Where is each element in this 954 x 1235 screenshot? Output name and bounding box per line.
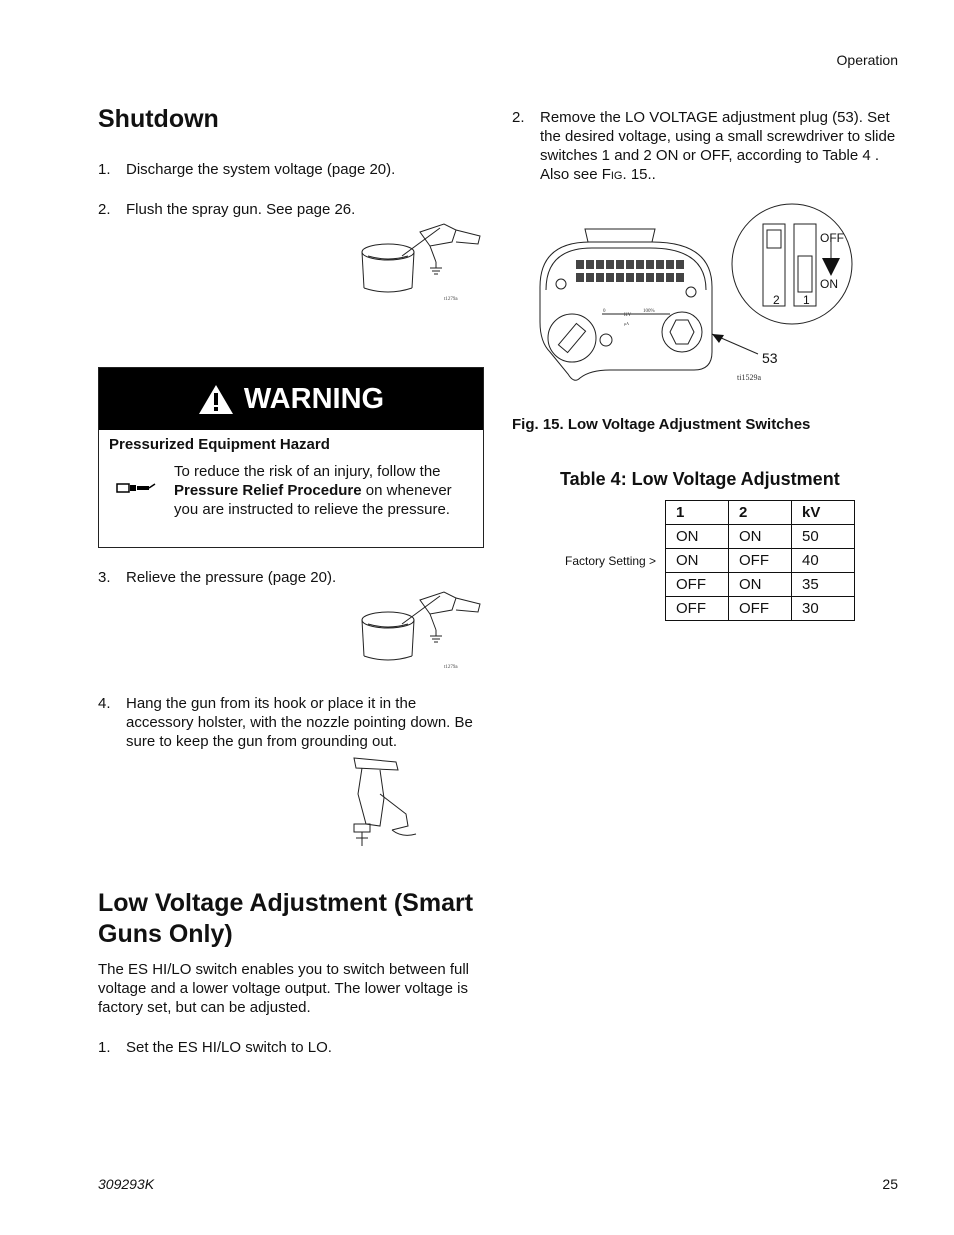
switch-off-label: OFF <box>820 231 844 245</box>
switch-on-label: ON <box>820 277 838 291</box>
gauge-full-label: 100% <box>643 309 655 314</box>
low-voltage-switch-figure <box>530 202 870 386</box>
table-header-cell: kV <box>792 501 855 525</box>
table-title: Table 4: Low Voltage Adjustment <box>560 469 840 489</box>
step-text: Set the ES HI/LO switch to LO. <box>126 1039 332 1056</box>
page-number: 25 <box>882 1176 898 1192</box>
step-text: Flush the spray gun. See page 26. <box>126 201 356 218</box>
switch-1-label: 1 <box>803 293 810 307</box>
low-voltage-intro: The ES HI/LO switch enables you to switch between full voltage and a lower voltage output. The lower voltage is factory set, but can be adjusted. <box>98 961 470 1016</box>
table-row <box>666 525 855 549</box>
step-number: 2. <box>98 201 111 218</box>
table-row <box>666 597 855 621</box>
shutdown-step-3 <box>98 568 484 587</box>
low-voltage-table <box>665 500 855 621</box>
warning-header <box>99 368 483 430</box>
table-cell: 40 <box>792 549 855 573</box>
table-cell: 30 <box>792 597 855 621</box>
step-text-part: Remove the LO VOLTAGE adjustment plug (53). Set the desired voltage, using a small screwdriver to slide switches 1 and 2 ON or OFF, according to Table 4 . Also see F <box>540 109 896 183</box>
warning-title: WARNING <box>243 382 385 415</box>
shutdown-step-2 <box>98 200 484 219</box>
step-number: 1. <box>98 1039 111 1056</box>
low-voltage-step-1 <box>98 1038 484 1057</box>
step-text <box>540 108 898 186</box>
step-text: Relieve the pressure (page 20). <box>126 569 337 586</box>
gauge-kv-label: KV <box>624 313 632 318</box>
step-number: 1. <box>98 161 111 178</box>
step-number: 3. <box>98 569 111 586</box>
hazard-title: Pressurized Equipment Hazard <box>109 436 330 453</box>
flush-gun-illustration <box>360 222 484 304</box>
shutdown-step-1 <box>98 160 484 179</box>
table-cell: 50 <box>792 525 855 549</box>
table-header-cell: 2 <box>729 501 792 525</box>
table-cell: ON <box>666 525 729 549</box>
factory-setting-label: Factory Setting > <box>565 554 657 568</box>
callout-53: 53 <box>762 350 778 366</box>
step-text: Hang the gun from its hook or place it in the accessory holster, with the nozzle pointing down. Be sure to keep the gun from grounding out. <box>126 695 473 750</box>
table-row <box>666 549 855 573</box>
figure-code: t1279a <box>444 297 458 302</box>
shutdown-step-4 <box>98 694 484 751</box>
table-cell: ON <box>729 525 792 549</box>
table-cell: ON <box>729 573 792 597</box>
section-header: Operation <box>836 52 898 68</box>
table-cell: OFF <box>729 597 792 621</box>
pressure-relief-procedure-term: Pressure Relief Procedure <box>174 482 362 499</box>
switch-2-label: 2 <box>773 293 780 307</box>
warning-text <box>174 462 474 519</box>
step-number: 4. <box>98 695 111 712</box>
table-cell: OFF <box>666 573 729 597</box>
pressure-hazard-icon <box>116 482 156 494</box>
step-number: 2. <box>512 109 525 126</box>
shutdown-title: Shutdown <box>98 105 219 133</box>
warning-triangle-icon <box>198 383 234 415</box>
table-cell: OFF <box>666 597 729 621</box>
relieve-pressure-illustration <box>360 590 484 672</box>
table-header-row <box>666 501 855 525</box>
table-cell: 35 <box>792 573 855 597</box>
table-row <box>666 573 855 597</box>
gauge-zero-label: 0 <box>603 309 606 314</box>
warning-box <box>98 367 484 548</box>
step-text: Discharge the system voltage (page 20). <box>126 161 396 178</box>
table-header-cell: 1 <box>666 501 729 525</box>
low-voltage-step-2 <box>512 108 898 184</box>
warning-text-part: on whenever you are instructed to relieve the pressure. <box>174 482 452 518</box>
table-cell: ON <box>666 549 729 573</box>
step-text-part: . 15.. <box>622 166 656 183</box>
doc-number: 309293K <box>98 1176 155 1192</box>
table-cell: OFF <box>729 549 792 573</box>
fig-small-caps: IG <box>610 170 623 182</box>
figure-caption: Fig. 15. Low Voltage Adjustment Switches <box>512 416 811 433</box>
figure-code: ti1529a <box>737 373 761 382</box>
hanging-gun-illustration <box>336 754 422 850</box>
figure-code: t1279a <box>444 665 458 670</box>
warning-text-part: To reduce the risk of an injury, follow the <box>174 463 441 480</box>
low-voltage-title: Low Voltage Adjustment (Smart Guns Only) <box>98 889 474 948</box>
gauge-unit-label: μA <box>624 321 630 326</box>
